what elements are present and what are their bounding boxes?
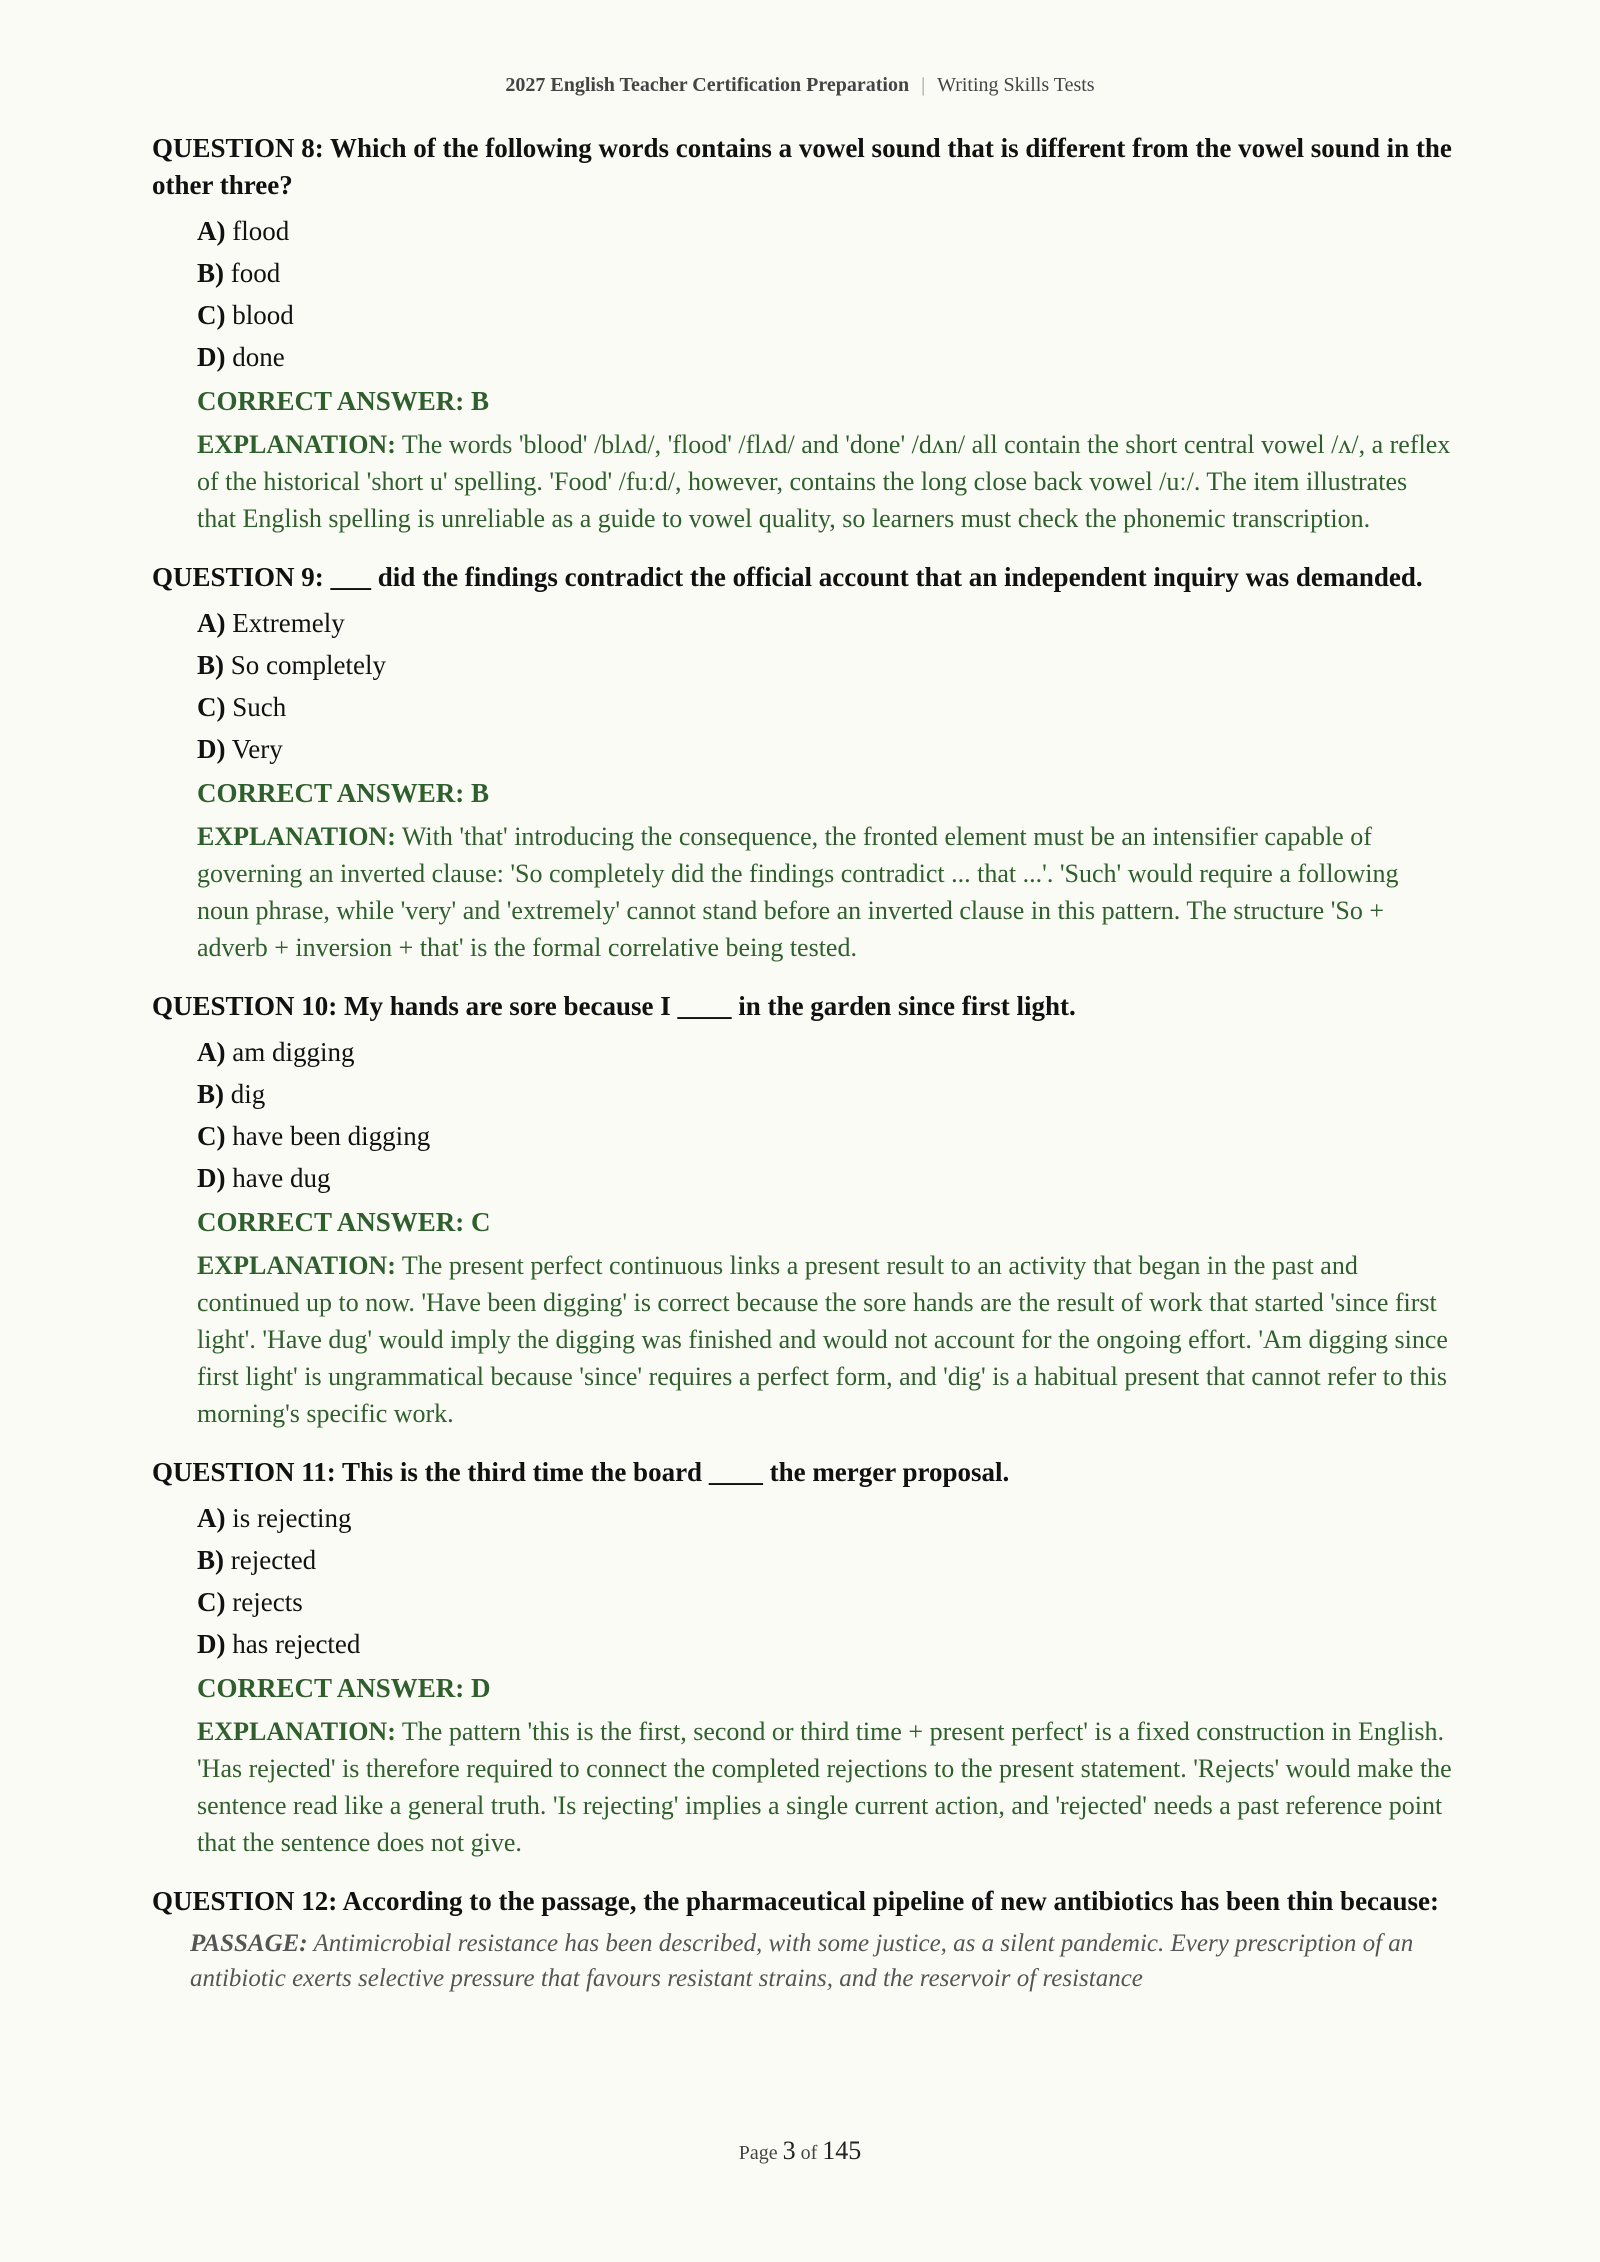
question-12 xyxy=(152,1883,1452,1996)
option-letter: A) xyxy=(197,1503,226,1533)
explanation-label: EXPLANATION: xyxy=(197,1717,396,1746)
option-text: has rejected xyxy=(232,1629,361,1659)
option-c xyxy=(197,294,1452,336)
page-label: Page xyxy=(738,2142,778,2164)
option-b xyxy=(197,644,1452,686)
explanation-text: The pattern 'this is the first, second or third time + present perfect' is a fixed construction in English. 'Has rejected' is therefore required to connect the completed rejections to the present statement. 'Rejects' would make the sentence read like a general truth. 'Is rejecting' implies a single current action, and 'rejected' needs a past reference point that the sentence does not give. xyxy=(197,1717,1452,1857)
option-b xyxy=(197,1073,1452,1115)
option-letter: C) xyxy=(197,1587,226,1617)
option-a xyxy=(197,1497,1452,1539)
option-a xyxy=(197,210,1452,252)
answer-options xyxy=(197,1497,1452,1665)
option-b xyxy=(197,1539,1452,1581)
question-text: QUESTION 10: My hands are sore because I ____ in the garden since first light. xyxy=(152,991,1076,1021)
passage-label: PASSAGE: xyxy=(190,1930,308,1957)
correct-answer: CORRECT ANSWER: C xyxy=(197,1207,491,1237)
option-d xyxy=(197,728,1452,770)
option-text: food xyxy=(230,258,281,288)
explanation xyxy=(197,426,1452,537)
correct-answer: CORRECT ANSWER: B xyxy=(197,386,490,416)
option-b xyxy=(197,252,1452,294)
option-text: blood xyxy=(232,300,294,330)
option-letter: B) xyxy=(197,650,224,680)
option-text: dig xyxy=(230,1079,266,1109)
reading-passage xyxy=(190,1926,1452,1996)
option-text: rejects xyxy=(232,1587,303,1617)
question-11 xyxy=(152,1454,1452,1861)
option-d xyxy=(197,336,1452,378)
answer-options xyxy=(197,1031,1452,1199)
option-letter: D) xyxy=(197,1163,226,1193)
current-page-number: 3 xyxy=(782,2136,796,2165)
option-text: am digging xyxy=(232,1037,355,1067)
option-letter: D) xyxy=(197,734,226,764)
option-c xyxy=(197,1115,1452,1157)
option-text: Extremely xyxy=(232,608,345,638)
option-letter: A) xyxy=(197,216,226,246)
explanation-text: The words 'blood' /blʌd/, 'flood' /flʌd/ and 'done' /dʌn/ all contain the short central vowel /ʌ/, a reflex of the historical 'short u' spelling. 'Food' /fuːd/, however, contains the long close back vowel /uː/. The item illustrates that English spelling is unreliable as a guide to vowel quality, so learners must check the phonemic transcription. xyxy=(197,430,1451,533)
option-d xyxy=(197,1623,1452,1665)
option-letter: A) xyxy=(197,608,226,638)
option-text: Such xyxy=(232,692,287,722)
option-letter: B) xyxy=(197,1545,224,1575)
question-text: QUESTION 12: According to the passage, the pharmaceutical pipeline of new antibiotics has been thin because: xyxy=(152,1886,1440,1916)
question-text: QUESTION 11: This is the third time the board ____ the merger proposal. xyxy=(152,1457,1010,1487)
explanation xyxy=(197,1247,1452,1432)
question-8 xyxy=(152,130,1452,537)
question-text: QUESTION 9: ___ did the findings contradict the official account that an independent inquiry was demanded. xyxy=(152,562,1423,592)
option-text: done xyxy=(232,342,285,372)
explanation xyxy=(197,818,1452,966)
option-letter: B) xyxy=(197,1079,224,1109)
question-9 xyxy=(152,559,1452,966)
passage-text: Antimicrobial resistance has been described, with some justice, as a silent pandemic. Every prescription of an antibiotic exerts selective pressure that favours resistant strains, and the reservoir of resistance xyxy=(190,1930,1414,1992)
explanation-text: The present perfect continuous links a present result to an activity that began in the past and continued up to now. 'Have been digging' is correct because the sore hands are the result of work that started 'since first light'. 'Have dug' would imply the digging was finished and would not account for the ongoing effort. 'Am digging since first light' is ungrammatical because 'since' requires a perfect form, and 'dig' is a habitual present that cannot refer to this morning's specific work. xyxy=(197,1251,1448,1428)
option-letter: D) xyxy=(197,1629,226,1659)
option-text: is rejecting xyxy=(232,1503,352,1533)
question-10 xyxy=(152,988,1452,1432)
option-text: have dug xyxy=(232,1163,331,1193)
total-pages: 145 xyxy=(822,2136,862,2165)
question-text: QUESTION 8: Which of the following words contains a vowel sound that is different from the vowel sound in the other three? xyxy=(152,133,1452,200)
option-letter: C) xyxy=(197,1121,226,1151)
answer-options xyxy=(197,602,1452,770)
option-a xyxy=(197,602,1452,644)
explanation-label: EXPLANATION: xyxy=(197,1251,396,1280)
option-text: flood xyxy=(232,216,290,246)
option-c xyxy=(197,1581,1452,1623)
option-text: have been digging xyxy=(232,1121,431,1151)
page-footer xyxy=(0,2136,1600,2166)
explanation xyxy=(197,1713,1452,1861)
option-letter: B) xyxy=(197,258,224,288)
option-text: Very xyxy=(231,734,283,764)
correct-answer: CORRECT ANSWER: D xyxy=(197,1673,491,1703)
option-text: So completely xyxy=(230,650,386,680)
document-title: 2027 English Teacher Certification Preparation xyxy=(505,74,910,96)
document-subtitle: Writing Skills Tests xyxy=(937,74,1095,96)
option-letter: C) xyxy=(197,300,226,330)
explanation-label: EXPLANATION: xyxy=(197,822,396,851)
page-header xyxy=(0,74,1600,97)
correct-answer: CORRECT ANSWER: B xyxy=(197,778,490,808)
answer-options xyxy=(197,210,1452,378)
explanation-label: EXPLANATION: xyxy=(197,430,396,459)
page-content xyxy=(152,130,1452,2018)
option-d xyxy=(197,1157,1452,1199)
header-separator: | xyxy=(921,74,926,96)
option-letter: C) xyxy=(197,692,226,722)
option-c xyxy=(197,686,1452,728)
page-of-label: of xyxy=(800,2142,818,2164)
option-text: rejected xyxy=(230,1545,317,1575)
option-a xyxy=(197,1031,1452,1073)
option-letter: A) xyxy=(197,1037,226,1067)
option-letter: D) xyxy=(197,342,226,372)
explanation-text: With 'that' introducing the consequence, the fronted element must be an intensifier capable of governing an inverted clause: 'So completely did the findings contradict ... that ...'. 'Such' would require a following noun phrase, while 'very' and 'extremely' cannot stand before an inverted clause in this pattern. The structure 'So + adverb + inversion + that' is the formal correlative being tested. xyxy=(197,822,1399,962)
